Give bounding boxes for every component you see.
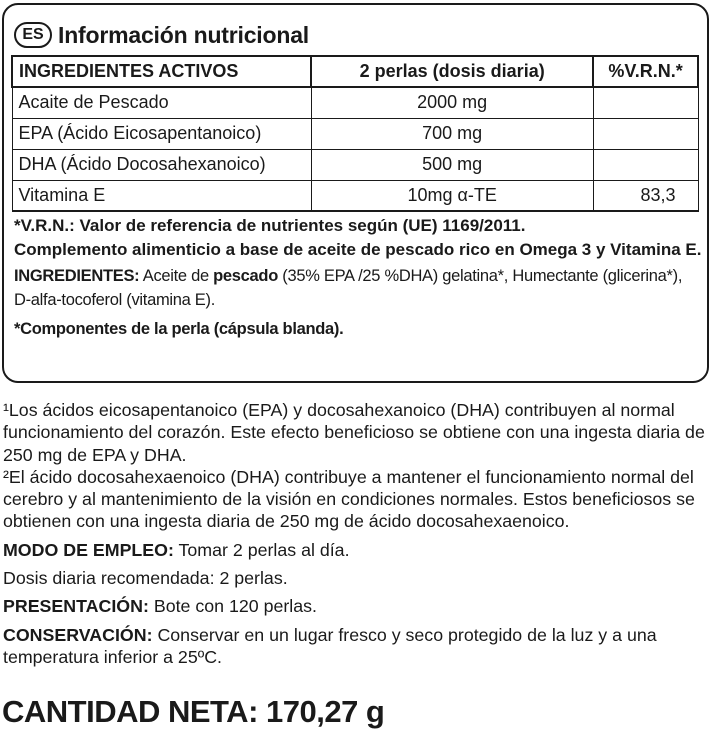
nutrition-header	[14, 15, 309, 55]
column-header: %V.R.N.*	[593, 56, 698, 87]
table-cell: 700 mg	[311, 118, 593, 149]
table-cell	[593, 87, 698, 118]
presentation-text: Bote con 120 perlas.	[148, 596, 317, 617]
table-cell: 10mg α-TE	[311, 180, 593, 211]
usage-mode-label: MODO DE EMPLEO:	[3, 539, 174, 560]
health-claim-1: ¹Los ácidos eicosapentanoico (EPA) y docosahexanoico (DHA) contribuyen al normal funcionamiento del corazón. Este efecto beneficioso se obtiene con una ingesta diaria de 250 mg de EPA y DHA.	[3, 400, 705, 465]
table-cell: EPA (Ácido Eicosapentanoico)	[12, 118, 311, 149]
label-details	[3, 399, 711, 668]
table-cell: Acaite de Pescado	[12, 87, 311, 118]
table-cell: Vitamina E	[12, 180, 311, 211]
table-notes	[14, 216, 702, 346]
table-row	[12, 87, 698, 118]
column-header: 2 perlas (dosis diaria)	[311, 56, 593, 87]
table-header-row	[12, 56, 698, 87]
table-cell: 83,3	[593, 180, 698, 211]
presentation-label: PRESENTACIÓN:	[3, 596, 149, 617]
ingredients-note	[14, 264, 702, 312]
nutrition-title: Información nutricional	[58, 21, 309, 48]
presentation	[3, 595, 711, 617]
usage-mode	[3, 539, 711, 561]
conservation	[3, 624, 711, 669]
components-note: *Componentes de la perla (cápsula blanda).	[14, 320, 344, 338]
table-cell: DHA (Ácido Docosahexanoico)	[12, 149, 311, 180]
vrn-note: *V.R.N.: Valor de referencia de nutrientes según (UE) 1169/2011.	[14, 216, 526, 235]
nutrition-table	[11, 55, 699, 212]
table-cell: 2000 mg	[311, 87, 593, 118]
language-badge: ES	[14, 22, 52, 48]
ingredients-fish: pescado	[213, 267, 278, 285]
usage-mode-text: Tomar 2 perlas al día.	[173, 539, 350, 560]
ingredients-label: INGREDIENTES:	[14, 267, 140, 285]
column-header: INGREDIENTES ACTIVOS	[12, 56, 311, 87]
table-cell: 500 mg	[311, 149, 593, 180]
conservation-text: Conservar en un lugar fresco y seco protegido de la luz y a una temperatura inferior a 25ºC.	[3, 624, 657, 667]
table-row	[12, 180, 698, 211]
table-cell	[593, 149, 698, 180]
ingredients-text: Aceite de	[139, 267, 214, 285]
net-quantity: CANTIDAD NETA: 170,27 g	[2, 694, 385, 729]
table-cell	[593, 118, 698, 149]
health-claim-2: ²El ácido docosahexaenoico (DHA) contribuye a mantener el funcionamiento normal del cerebro y al mantenimiento de la visión en condiciones normales. Estos beneficiosos se obtienen con una ingesta diaria de 250 mg de ácido docosahexaenoico.	[3, 466, 695, 532]
daily-dose: Dosis diaria recomendada: 2 perlas.	[3, 568, 288, 589]
table-row	[12, 118, 698, 149]
complement-note: Complemento alimenticio a base de aceite de pescado rico en Omega 3 y Vitamina E.	[14, 240, 702, 259]
conservation-label: CONSERVACIÓN:	[3, 624, 153, 645]
ingredients-text: (35% EPA /25 %DHA) gelatina*, Humectante (glicerina*), D-alfa-tocoferol (vitamina E).	[14, 267, 683, 309]
table-row	[12, 149, 698, 180]
